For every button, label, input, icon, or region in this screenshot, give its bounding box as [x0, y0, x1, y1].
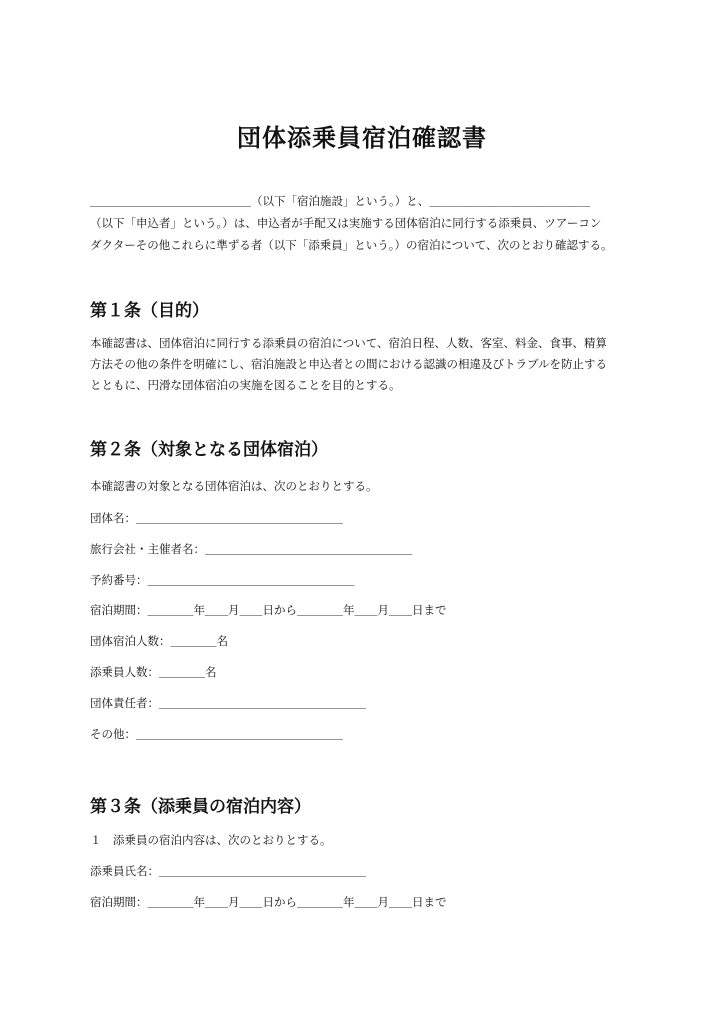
field-group-leader: 団体責任者：＿＿＿＿＿＿＿＿＿＿＿＿＿＿＿＿＿＿: [90, 696, 366, 710]
field-other: その他：＿＿＿＿＿＿＿＿＿＿＿＿＿＿＿＿＿＿: [90, 727, 343, 741]
article-2-heading: 第２条（対象となる団体宿泊）: [90, 440, 328, 460]
article-2-intro: 本確認書の対象となる団体宿泊は、次のとおりとする。: [90, 479, 378, 493]
document-title: 団体添乗員宿泊確認書: [237, 124, 487, 152]
intro-line: ダクターその他これらに準ずる者（以下「添乗員」という。）の宿泊について、次のとおり確認する。: [90, 238, 613, 252]
article-1-heading: 第１条（目的）: [90, 301, 209, 321]
field-conductor-count: 添乗員人数：＿＿＿＿名: [90, 665, 217, 679]
article-3-item-1: １ 添乗員の宿泊内容は、次のとおりとする。: [90, 833, 332, 847]
article-3-heading: 第３条（添乗員の宿泊内容）: [90, 797, 311, 817]
article-1-line: 本確認書は、団体宿泊に同行する添乗員の宿泊について、宿泊日程、人数、客室、料金、食事、精算: [90, 336, 608, 350]
article-1-line: とともに、円滑な団体宿泊の実施を図ることを目的とする。: [90, 378, 401, 392]
intro-line: （以下「申込者」という。）は、申込者が手配又は実施する団体宿泊に同行する添乗員、ツアーコン: [90, 216, 602, 230]
field-conductor-name: 添乗員氏名：＿＿＿＿＿＿＿＿＿＿＿＿＿＿＿＿＿＿: [90, 864, 366, 878]
field-stay-period: 宿泊期間：＿＿＿＿年＿＿月＿＿日から＿＿＿＿年＿＿月＿＿日まで: [90, 603, 447, 617]
field-group-name: 団体名：＿＿＿＿＿＿＿＿＿＿＿＿＿＿＿＿＿＿: [90, 511, 343, 525]
field-organizer-name: 旅行会社・主催者名：＿＿＿＿＿＿＿＿＿＿＿＿＿＿＿＿＿＿: [90, 542, 412, 556]
intro-line: ＿＿＿＿＿＿＿＿＿＿＿＿＿＿（以下「宿泊施設」という。）と、＿＿＿＿＿＿＿＿＿＿＿＿＿＿: [90, 194, 591, 208]
article-1-body: [90, 333, 650, 396]
field-conductor-stay-period: 宿泊期間：＿＿＿＿年＿＿月＿＿日から＿＿＿＿年＿＿月＿＿日まで: [90, 895, 447, 909]
article-1-line: 方法その他の条件を明確にし、宿泊施設と申込者との間における認識の相違及びトラブルを防止する: [90, 357, 608, 371]
field-reservation-number: 予約番号：＿＿＿＿＿＿＿＿＿＿＿＿＿＿＿＿＿＿: [90, 573, 355, 587]
intro-paragraph: [90, 190, 650, 256]
field-group-guest-count: 団体宿泊人数：＿＿＿＿名: [90, 634, 228, 648]
